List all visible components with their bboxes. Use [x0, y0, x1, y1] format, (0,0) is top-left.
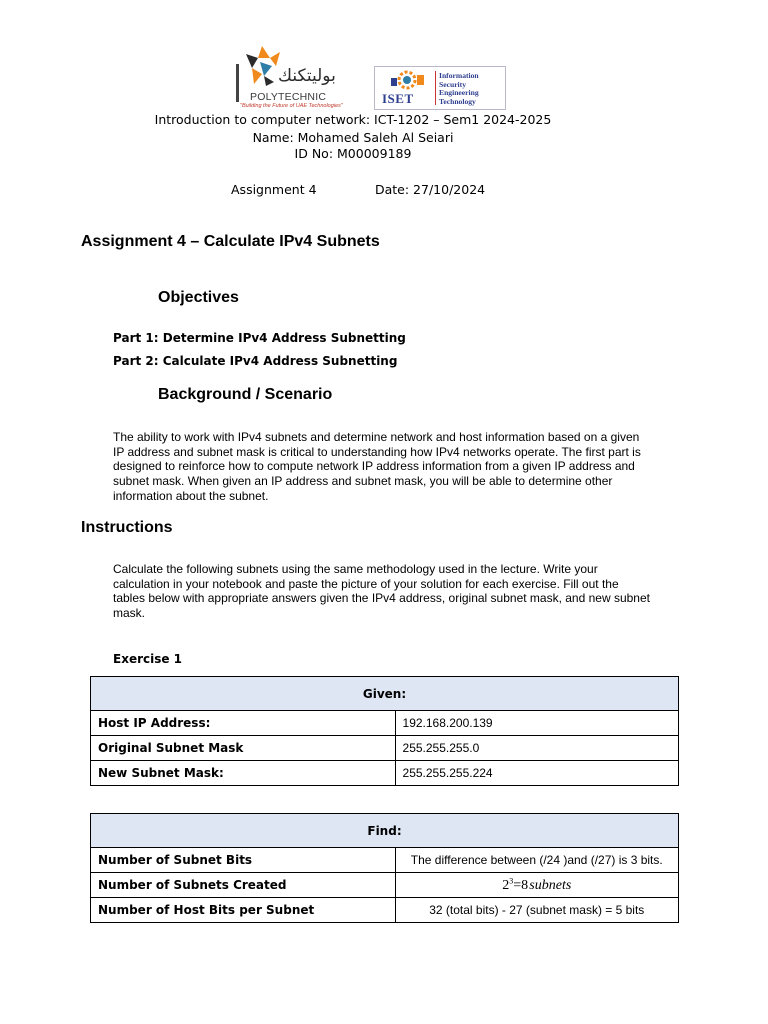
background-line: designed to reinforce how to compute network IP address information from a given IP address and: [113, 459, 635, 474]
polytechnic-logo: [232, 44, 368, 112]
instructions-line: mask.: [113, 606, 146, 621]
objective-part-2: Part 2: Calculate IPv4 Address Subnetting: [113, 354, 398, 368]
find-table: [90, 813, 679, 923]
find-value: 32 (total bits) - 27 (subnet mask) = 5 bits: [395, 898, 678, 923]
course-line: Introduction to computer network: ICT-1202 – Sem1 2024-2025: [154, 112, 552, 127]
iset-wordmark: ISET: [382, 91, 414, 106]
iset-line-3: Engineering: [439, 88, 479, 97]
find-value: The difference between (/24 )and (/27) is 3 bits.: [395, 848, 678, 873]
iset-gear-icon: [387, 69, 427, 91]
background-paragraph: [113, 430, 683, 504]
instructions-line: Calculate the following subnets using the same methodology used in the lecture. Write your: [113, 562, 598, 576]
iset-divider: [435, 71, 436, 105]
formula-base: 2: [502, 877, 510, 893]
find-header: Find:: [91, 814, 679, 848]
student-name: Name: Mohamed Saleh Al Seiari: [252, 130, 454, 145]
given-value: 255.255.255.0: [395, 736, 678, 761]
given-header-row: [91, 677, 679, 711]
polytechnic-slogan: "Building the Future of UAE Technologies": [240, 103, 343, 109]
background-line: The ability to work with IPv4 subnets and determine network and host information based on a given: [113, 430, 640, 444]
table-row: [91, 898, 679, 923]
iset-logo: [374, 66, 506, 110]
background-line: information about the subnet.: [113, 488, 269, 503]
given-label: Host IP Address:: [91, 711, 396, 736]
iset-line-4: Technology: [439, 96, 476, 106]
assignment-date: Date: 27/10/2024: [375, 182, 486, 197]
find-label: Number of Subnet Bits: [91, 848, 396, 873]
given-table: [90, 676, 679, 786]
formula-result: =8: [513, 877, 529, 893]
iset-line-2: Security: [439, 79, 466, 89]
given-value: 192.168.200.139: [395, 711, 678, 736]
objectives-heading: Objectives: [158, 289, 239, 306]
objective-part-1: Part 1: Determine IPv4 Address Subnetting: [113, 331, 406, 345]
instructions-line: calculation in your notebook and paste the picture of your solution for each exercise. Fill out the: [113, 576, 619, 591]
given-label: New Subnet Mask:: [91, 761, 396, 786]
instructions-line: tables below with appropriate answers given the IPv4 address, original subnet mask, and new subnet: [113, 591, 650, 606]
polytechnic-arabic-name: بوليتكنك: [278, 66, 336, 86]
given-value: 255.255.255.224: [395, 761, 678, 786]
table-row: [91, 873, 679, 898]
polytechnic-name: POLYTECHNIC: [250, 91, 327, 103]
exercise-1-label: Exercise 1: [113, 652, 183, 666]
find-formula: [395, 873, 678, 898]
find-label: Number of Host Bits per Subnet: [91, 898, 396, 923]
iset-line-1: Information: [439, 71, 479, 80]
given-label: Original Subnet Mask: [91, 736, 396, 761]
table-row: [91, 736, 679, 761]
table-row: [91, 761, 679, 786]
given-header: Given:: [91, 677, 679, 711]
formula-unit: subnets: [529, 877, 572, 893]
instructions-heading: Instructions: [81, 519, 173, 536]
table-row: [91, 711, 679, 736]
polytechnic-emblem-icon: [242, 44, 282, 88]
assignment-number: Assignment 4: [231, 182, 317, 197]
background-line: subnet mask. When given an IP address and subnet mask, you will be able to determine other: [113, 474, 613, 489]
document-title: Assignment 4 – Calculate IPv4 Subnets: [81, 233, 380, 250]
background-line: IP address and subnet mask is critical to understanding how IPv4 networks operate. The first part is: [113, 444, 641, 459]
find-header-row: [91, 814, 679, 848]
table-row: [91, 848, 679, 873]
background-heading: Background / Scenario: [158, 386, 333, 403]
polytechnic-vertical-mark-icon: [234, 64, 242, 102]
formula-exponent: 3: [509, 876, 514, 886]
instructions-paragraph: [113, 562, 683, 621]
formula: [502, 878, 571, 893]
student-id: ID No: M00009189: [294, 146, 412, 161]
find-label: Number of Subnets Created: [91, 873, 396, 898]
